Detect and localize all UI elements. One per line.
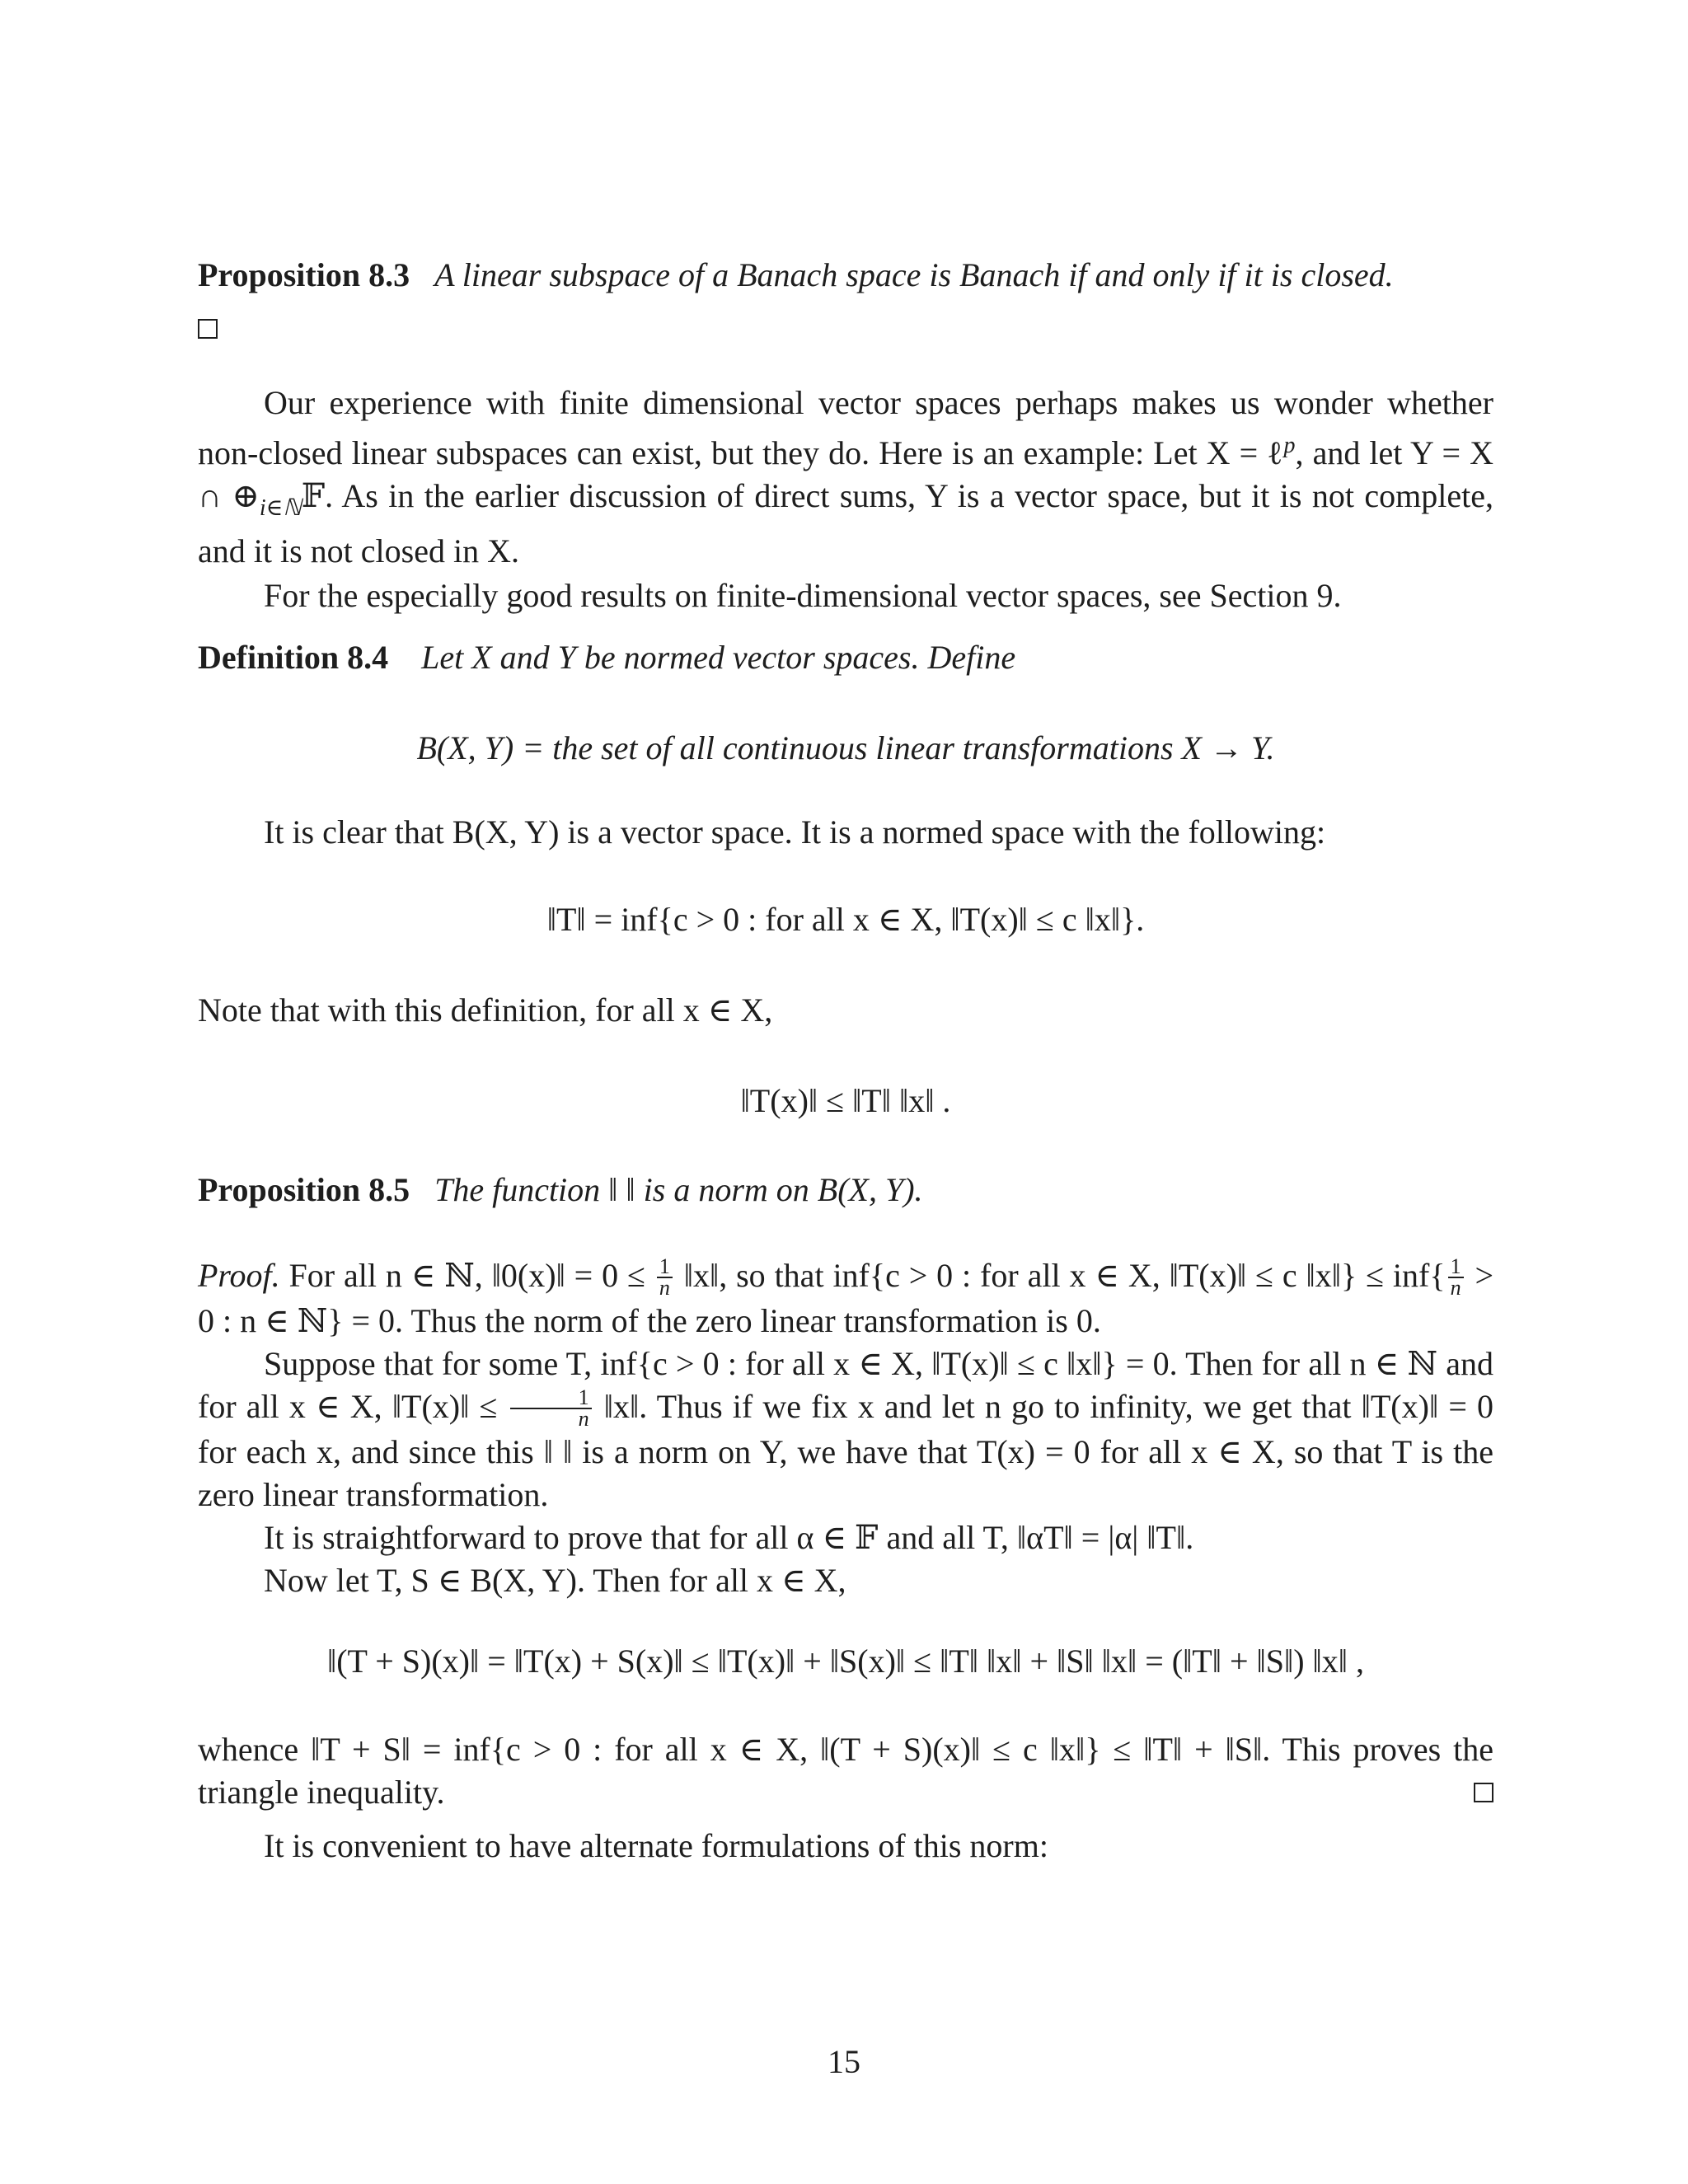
superscript: p (1283, 433, 1296, 458)
paragraph-text: It is clear that B(X, Y) is a vector space. It is a normed space with the following: (264, 813, 1326, 851)
proof-text: It is straightforward to prove that for all α ∈ 𝔽 and all T, ‖αT‖ = |α| ‖T‖. (264, 1518, 1194, 1556)
paragraph-text: Note that with this definition, for all x ∈ X, (198, 991, 773, 1029)
definition-label: Definition 8.4 (198, 639, 389, 676)
proof-conclusion (198, 1728, 1493, 1814)
paragraph-normed-space (198, 811, 1493, 854)
paragraph-note (198, 989, 1493, 1032)
proof-text: ‖x‖. Thus if we fix x and let n go to infinity, we get that ‖T(x)‖ = 0 for each x, and since this ‖ ‖ is a norm on Y, we have that T(x) = 0 for all x ∈ X, so that T is the zero linear transformation. (198, 1387, 1494, 1513)
equation-bound: ‖T(x)‖ ≤ ‖T‖ ‖x‖ . (740, 1082, 951, 1119)
page-number: 15 (828, 2043, 860, 2080)
fraction: $\frac{1}{n}$ (1448, 1257, 1464, 1298)
definition-8-4 (198, 636, 1493, 679)
qed-box-icon (1474, 1783, 1493, 1802)
fraction: $\frac{1}{n}$ (657, 1257, 673, 1298)
proof-text: whence ‖T + S‖ = inf{c > 0 : for all x ∈ X, ‖(T + S)(x)‖ ≤ c ‖x‖} ≤ ‖T‖ + ‖S‖. This proves the triangle inequality. (198, 1731, 1493, 1811)
proposition-text: A linear subspace of a Banach space is Banach if and only if it is closed. (434, 256, 1394, 293)
paragraph-text: Our experience with finite dimensional vector spaces perhaps makes us wonder whether non-closed linear subspaces can exist, but they do. Here is an example: Let X = ℓ (198, 384, 1493, 471)
proposition-8-5 (198, 1169, 1493, 1212)
equation-operator-norm: ‖T‖ = inf{c > 0 : for all x ∈ X, ‖T(x)‖ ≤ c ‖x‖}. (546, 901, 1145, 938)
paragraph-text: , and let Y = X ∩ ⊕ (198, 434, 1493, 514)
proof-text: Now let T, S ∈ B(X, Y). Then for all x ∈ X, (264, 1561, 846, 1599)
proof-text: For all n ∈ ℕ, ‖0(x)‖ = 0 ≤ (288, 1257, 645, 1294)
paragraph-example (198, 382, 1493, 617)
paragraph-section-ref: For the especially good results on finite-dimensional vector spaces, see Section 9. (264, 577, 1342, 614)
proof-label: Proof. (198, 1257, 280, 1294)
proof (198, 1254, 1493, 1602)
paragraph-text: 𝔽. As in the earlier discussion of direct sums, Y is a vector space, but it is not complete, and it is not closed in X. (198, 477, 1493, 569)
fraction: $\frac{1}{n}$ (510, 1388, 592, 1429)
equation-bxy: B(X, Y) = the set of all continuous linear transformations X → Y. (416, 729, 1275, 766)
proposition-8-3 (198, 254, 1493, 348)
proof-text: Suppose that for some T, inf{c > 0 : for all x ∈ X, ‖T(x)‖ ≤ c ‖x‖} = 0. Then for all n ∈ ℕ and for all x ∈ X, ‖T(x)‖ ≤ (198, 1344, 1493, 1425)
definition-text: Let X and Y be normed vector spaces. Define (421, 639, 1016, 676)
proof-text: ‖x‖, so that inf{c > 0 : for all x ∈ X, ‖T(x)‖ ≤ c ‖x‖} ≤ inf{ (683, 1257, 1446, 1294)
paragraph-last (198, 1825, 1493, 1868)
proposition-label: Proposition 8.5 (198, 1171, 410, 1208)
equation-triangle: ‖(T + S)(x)‖ = ‖T(x) + S(x)‖ ≤ ‖T(x)‖ + ‖S(x)‖ ≤ ‖T‖ ‖x‖ + ‖S‖ ‖x‖ = (‖T‖ + ‖S‖) ‖x‖ , (326, 1643, 1365, 1680)
proof-text: > 0 : n ∈ ℕ} = 0. Thus the norm of the zero linear transformation is 0. (198, 1257, 1494, 1339)
subscript: i∈ℕ (259, 495, 302, 521)
proposition-label: Proposition 8.3 (198, 256, 410, 293)
paragraph-text: It is convenient to have alternate formulations of this norm: (264, 1827, 1048, 1864)
qed-box-icon (198, 319, 218, 339)
proposition-text: The function ‖ ‖ is a norm on B(X, Y). (434, 1171, 923, 1208)
